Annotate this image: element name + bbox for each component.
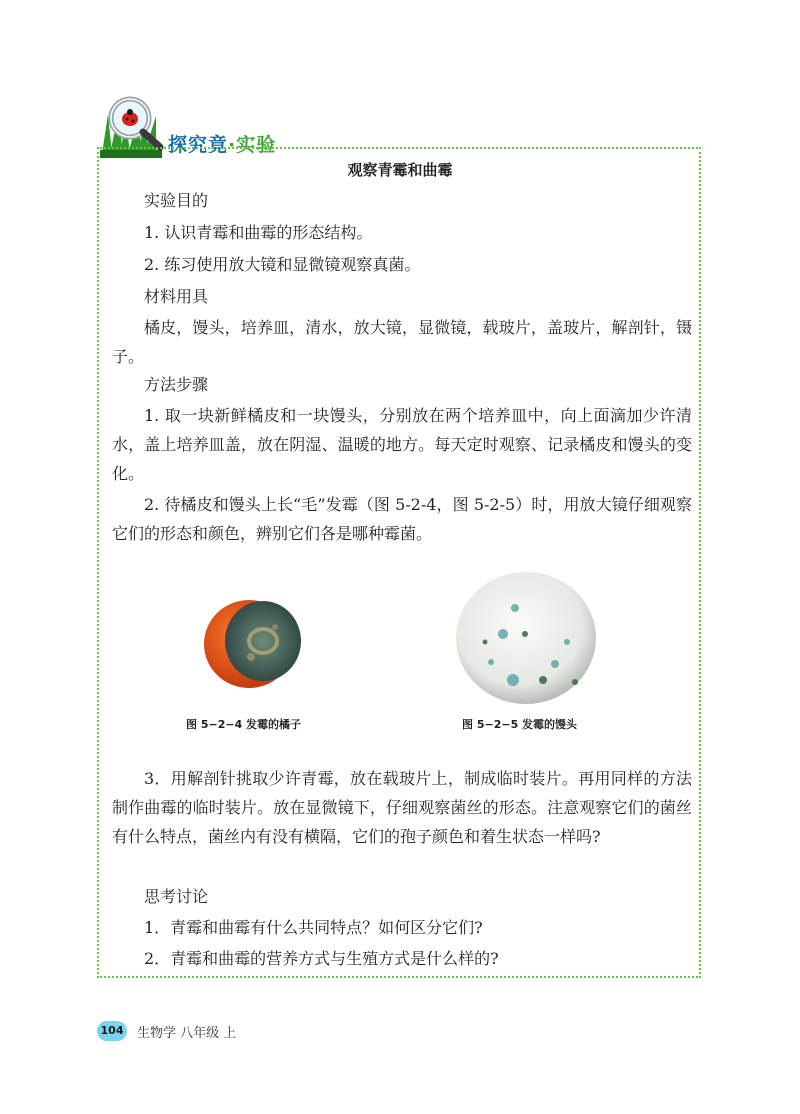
method-step-1: 1. 取一块新鲜橘皮和一块馒头，分别放在两个培养皿中，向上面滴加少许清水，盖上培养皿盖，放在阴湿、温暖的地方。每天定时观察、记录橘皮和馒头的变化。 — [112, 406, 692, 483]
page-title: 观察青霉和曲霉 — [347, 161, 453, 179]
page-number: 104 — [97, 1021, 127, 1041]
materials-heading: 材料用具 — [144, 287, 209, 306]
purpose-heading: 实验目的 — [144, 191, 209, 210]
book-title: 生物学 八年级 上 — [137, 1026, 237, 1041]
discussion-heading: 思考讨论 — [144, 887, 209, 906]
discussion-question-1: 1．青霉和曲霉有什么共同特点？如何区分它们? — [144, 918, 483, 937]
moldy-orange-image — [203, 597, 303, 691]
purpose-item-1: 1. 认识青霉和曲霉的形态结构。 — [144, 223, 373, 242]
method-step-2: 2. 待橘皮和馒头上长“毛”发霉（图 5-2-4，图 5-2-5）时，用放大镜仔细观察它们的形态和颜色，辨别它们各是哪种霉菌。 — [112, 495, 692, 543]
discussion-question-2: 2．青霉和曲霉的营养方式与生殖方式是什么样的? — [144, 949, 499, 968]
materials-text: 橘皮，馒头，培养皿，清水，放大镜，显微镜，载玻片，盖玻片，解剖针，镊子。 — [112, 318, 692, 366]
purpose-item-2: 2. 练习使用放大镜和显微镜观察真菌。 — [144, 255, 421, 274]
figure-caption-bun: 图 5−2−5 发霉的馒头 — [462, 718, 578, 731]
badge-title: 探究竟·实验 — [168, 134, 277, 156]
figure-caption-orange: 图 5−2−4 发霉的橘子 — [186, 718, 302, 731]
moldy-bun-image — [455, 572, 597, 707]
method-step-3: 3．用解剖针挑取少许青霉，放在载玻片上，制成临时装片。再用同样的方法制作曲霉的临时装片。放在显微镜下，仔细观察菌丝的形态。注意观察它们的菌丝有什么特点，菌丝内有没有横隔，它们的孢子颜色和着生状态一样吗? — [112, 769, 692, 846]
method-heading: 方法步骤 — [144, 375, 209, 394]
